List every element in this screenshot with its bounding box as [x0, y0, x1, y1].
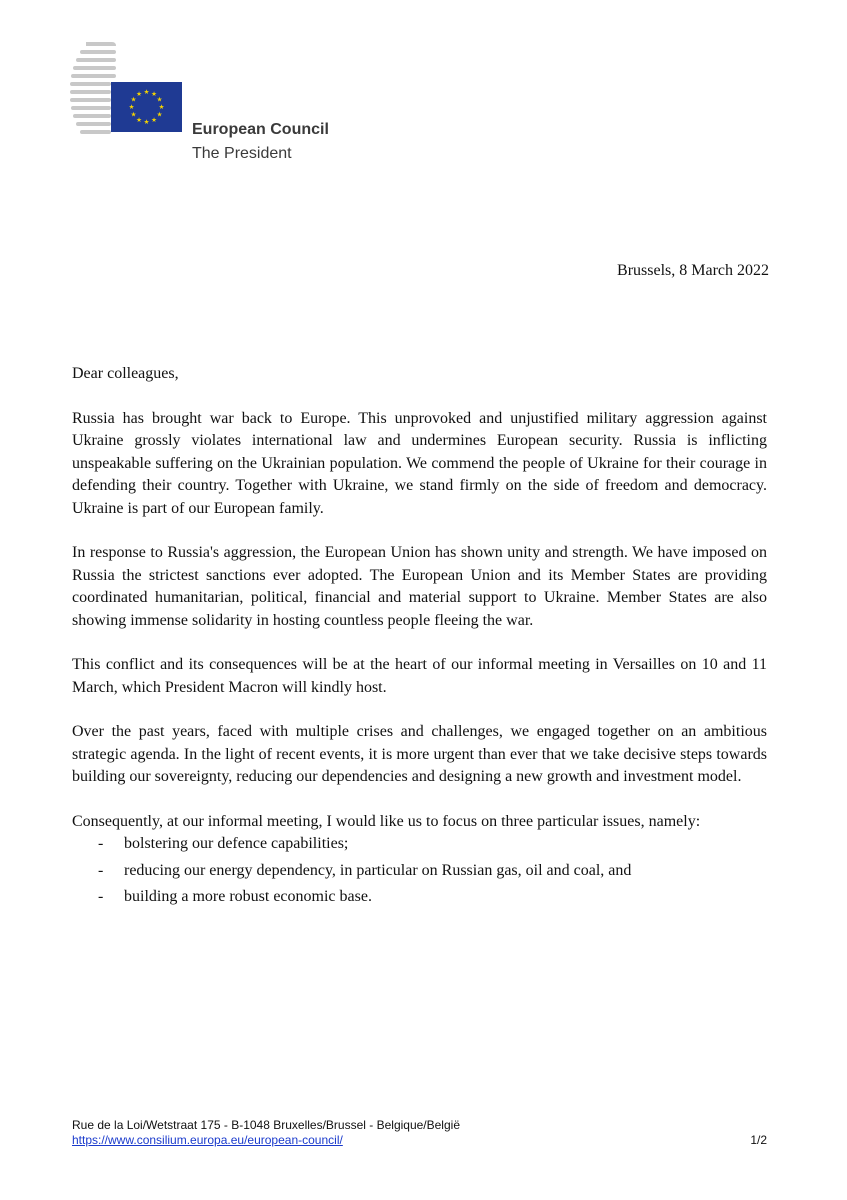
organization-role: The President [192, 145, 292, 162]
organization-block [192, 120, 329, 164]
star-icon: ★ [156, 95, 163, 104]
european-council-logo [68, 38, 186, 138]
list-item [72, 833, 767, 856]
page-footer [72, 1118, 767, 1148]
footer-address: Rue de la Loi/Wetstraat 175 - B-1048 Bruxelles/Brussel - Belgique/België [72, 1118, 460, 1132]
footer-url-link[interactable]: https://www.consilium.europa.eu/european-council/ [72, 1133, 343, 1147]
paragraph: Consequently, at our informal meeting, I would like us to focus on three particular issues, namely: [72, 812, 701, 830]
list-item-text: building a more robust economic base. [124, 888, 372, 905]
paragraph: Over the past years, faced with multiple crises and challenges, we engaged together on an ambitious strategic agenda. In the light of recent events, it is more urgent than ever that we take decisive steps towards building our sovereignty, reducing our dependencies and designing a new growth and investment model. [72, 723, 767, 785]
star-icon: ★ [143, 118, 150, 127]
paragraph: In response to Russia's aggression, the European Union has shown unity and strength. We have imposed on Russia the strictest sanctions ever adopted. The European Union and its Member States are providing coordinated humanitarian, political, financial and material support to Ukraine. Member States are also showing immense solidarity in hosting countless people fleeing the war. [72, 544, 767, 629]
paragraph: Russia has brought war back to Europe. This unprovoked and unjustified military aggression against Ukraine grossly violates international law and undermines European security. Russia is inflicting unspeakable suffering on the Ukrainian population. We commend the people of Ukraine for their courage in defending their country. Together with Ukraine, we stand firmly on the side of freedom and democracy. Ukraine is part of our European family. [72, 409, 767, 517]
list-dash: - [98, 861, 104, 879]
star-icon: ★ [158, 103, 165, 112]
star-icon: ★ [151, 90, 157, 99]
star-icon: ★ [130, 110, 137, 119]
list-dash: - [98, 888, 104, 905]
list-item [72, 886, 767, 909]
list-dash: - [98, 835, 104, 852]
letter-date: Brussels, 8 March 2022 [617, 262, 769, 279]
paragraph: This conflict and its consequences will be at the heart of our informal meeting in Versailles on 10 and 11 March, which President Macron will kindly host. [72, 656, 767, 696]
issues-list [72, 833, 767, 909]
letter-body [72, 363, 767, 909]
star-icon: ★ [143, 88, 150, 97]
organization-name: European Council [192, 121, 329, 138]
page-number: 1/2 [750, 1133, 767, 1147]
star-icon: ★ [151, 116, 157, 125]
star-icon: ★ [130, 95, 137, 104]
star-icon: ★ [156, 110, 163, 119]
council-emblem-icon [68, 38, 186, 138]
salutation: Dear colleagues, [72, 365, 179, 382]
list-item-text: bolstering our defence capabilities; [124, 835, 349, 852]
star-icon: ★ [128, 103, 135, 112]
list-item-text: reducing our energy dependency, in particular on Russian gas, oil and coal, and [124, 861, 632, 879]
star-icon: ★ [136, 116, 142, 125]
list-item [72, 860, 767, 883]
star-icon: ★ [136, 90, 142, 99]
